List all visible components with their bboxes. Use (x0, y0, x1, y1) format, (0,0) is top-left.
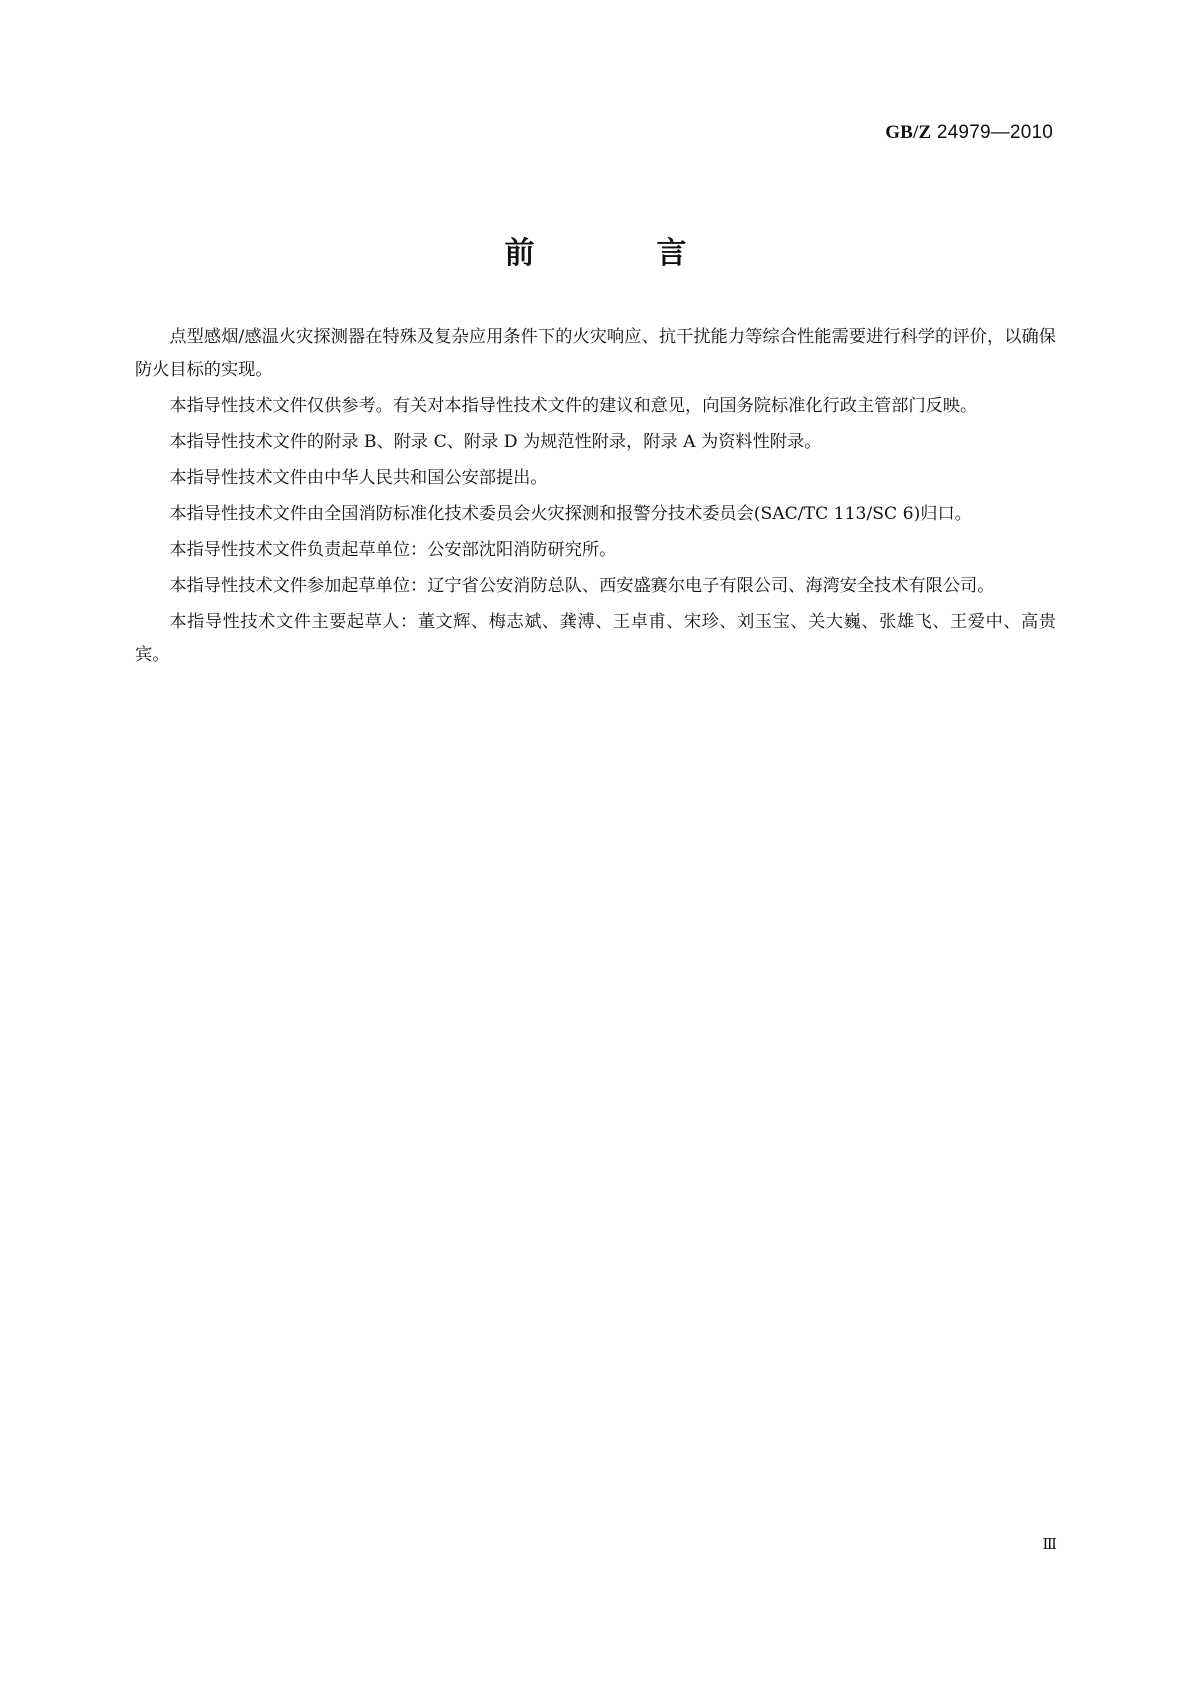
standard-code: GB/Z (885, 122, 932, 143)
paragraph: 本指导性技术文件的附录 B、附录 C、附录 D 为规范性附录，附录 A 为资料性附录。 (169, 432, 822, 452)
paragraph: 本指导性技术文件主要起草人：董文辉、梅志斌、龚溥、王卓甫、宋珍、刘玉宝、关大巍、张雄飞、王爱中、高贵宾。 (135, 612, 1056, 665)
paragraph: 本指导性技术文件由全国消防标准化技术委员会火灾探测和报警分技术委员会(SAC/TC 113/SC 6)归口。 (169, 504, 972, 524)
page-title: 前 言 (504, 236, 733, 271)
paragraph: 本指导性技术文件参加起草单位：辽宁省公安消防总队、西安盛赛尔电子有限公司、海湾安全技术有限公司。 (169, 576, 995, 596)
paragraph: 本指导性技术文件负责起草单位：公安部沈阳消防研究所。 (169, 540, 617, 560)
foreword-body (135, 321, 1056, 675)
paragraph: 点型感烟/感温火灾探测器在特殊及复杂应用条件下的火灾响应、抗干扰能力等综合性能需要进行科学的评价，以确保防火目标的实现。 (135, 327, 1056, 380)
page-number: Ⅲ (1042, 1535, 1057, 1553)
standard-number (885, 122, 1053, 144)
paragraph: 本指导性技术文件由中华人民共和国公安部提出。 (169, 468, 548, 488)
paragraph: 本指导性技术文件仅供参考。有关对本指导性技术文件的建议和意见，向国务院标准化行政主管部门反映。 (169, 396, 978, 416)
standard-year-number: 24979—2010 (936, 122, 1053, 143)
